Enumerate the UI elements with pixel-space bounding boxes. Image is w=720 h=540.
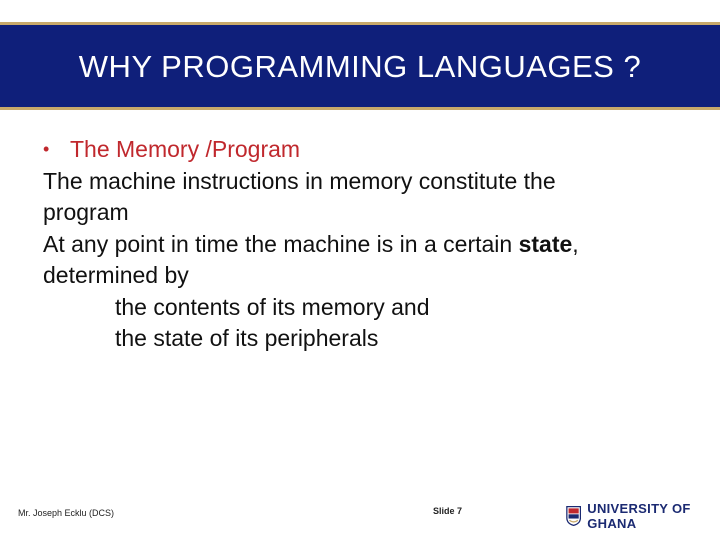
bullet-item bbox=[43, 134, 683, 166]
footer-author: Mr. Joseph Ecklu (DCS) bbox=[18, 508, 115, 518]
footer-slide-number: Slide 7 bbox=[433, 506, 463, 516]
comma: , bbox=[572, 230, 579, 257]
bullet-text: The Memory /Program bbox=[70, 136, 301, 162]
slide-title: WHY PROGRAMMING LANGUAGES ? bbox=[78, 49, 642, 84]
top-strip bbox=[0, 0, 720, 22]
body-line-3-text: At any point in time the machine is in a certain bbox=[43, 230, 519, 257]
university-crest-icon bbox=[566, 504, 581, 528]
body-line-1: The machine instructions in memory constitute the bbox=[43, 167, 556, 194]
body-line-4: determined by bbox=[43, 262, 189, 288]
body-line-2: program bbox=[43, 199, 129, 225]
body-line-6: the state of its peripherals bbox=[115, 325, 379, 351]
state-emphasis: state bbox=[518, 230, 573, 257]
bullet-dot-icon: • bbox=[43, 139, 50, 159]
university-logo bbox=[566, 503, 720, 529]
slide-body bbox=[43, 134, 683, 355]
title-banner bbox=[0, 22, 720, 110]
body-line-3 bbox=[43, 229, 683, 261]
body-line-5: the contents of its memory and bbox=[115, 293, 430, 320]
logo-text: UNIVERSITY OF GHANA bbox=[587, 501, 691, 531]
